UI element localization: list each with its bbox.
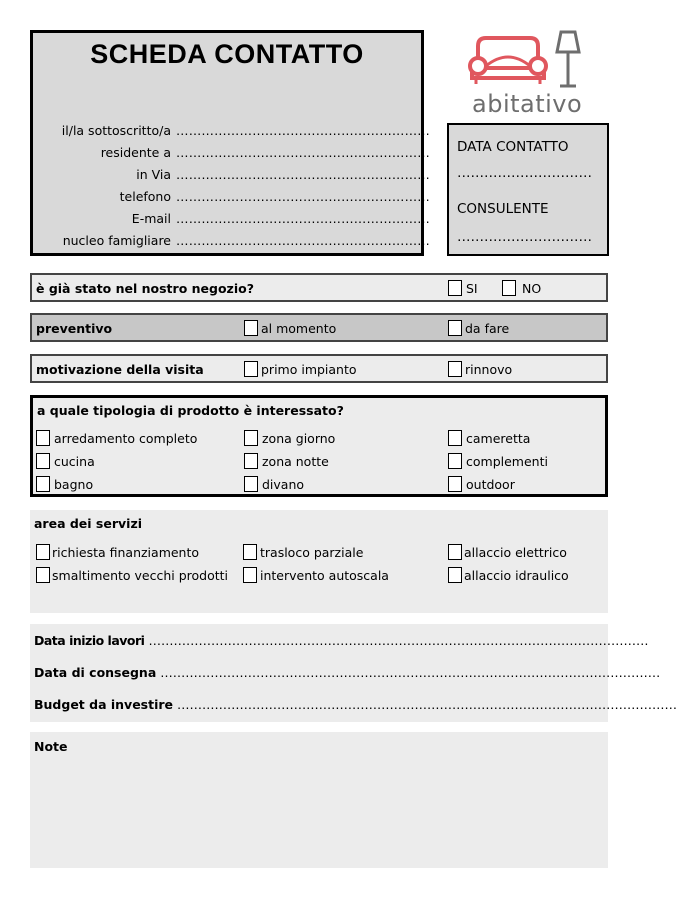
header-box xyxy=(30,30,430,256)
field-email[interactable] xyxy=(33,211,430,229)
contact-info-box xyxy=(447,123,609,256)
checkbox[interactable] xyxy=(36,544,50,560)
checkbox[interactable] xyxy=(244,453,258,469)
option-label: allaccio idraulico xyxy=(464,568,569,583)
no-label: NO xyxy=(522,281,542,296)
field-label: E-mail xyxy=(131,211,171,226)
option-label: smaltimento vecchi prodotti xyxy=(52,568,229,583)
primo-impianto-label: primo impianto xyxy=(261,362,357,377)
checkbox[interactable] xyxy=(448,430,462,446)
budget-label: Budget da investire xyxy=(34,697,174,712)
field-dots: …………………………………………………… xyxy=(176,189,430,204)
option-label: outdoor xyxy=(466,477,515,492)
motivazione-question: motivazione della visita xyxy=(36,362,204,377)
field-label: in Via xyxy=(136,167,171,182)
field-label: telefono xyxy=(119,189,171,204)
negozio-row xyxy=(30,273,608,302)
field-dots: …………………………………………………… xyxy=(176,233,430,248)
budget-dots: ………………………………………………………………………………………………………… xyxy=(177,697,677,712)
option-label: arredamento completo xyxy=(54,431,198,446)
field-dots: …………………………………………………… xyxy=(176,167,430,182)
preventivo-row xyxy=(30,313,608,342)
field-sottoscritto[interactable] xyxy=(33,123,430,141)
option-label: cameretta xyxy=(466,431,531,446)
field-dots: …………………………………………………… xyxy=(176,211,430,226)
preventivo-question: preventivo xyxy=(36,321,113,336)
checkbox[interactable] xyxy=(243,544,257,560)
servizi-title: area dei servizi xyxy=(34,516,143,531)
field-nucleo[interactable] xyxy=(33,233,430,251)
da-fare-checkbox[interactable] xyxy=(448,320,462,336)
data-contatto-label: DATA CONTATTO xyxy=(457,139,569,155)
option-label: bagno xyxy=(54,477,94,492)
primo-impianto-checkbox[interactable] xyxy=(244,361,258,377)
da-fare-label: da fare xyxy=(465,321,510,336)
option-label: cucina xyxy=(54,454,95,469)
motivazione-row xyxy=(30,354,608,383)
logo xyxy=(460,28,610,120)
negozio-question: è già stato nel nostro negozio? xyxy=(36,281,254,296)
checkbox[interactable] xyxy=(36,430,50,446)
al-momento-label: al momento xyxy=(261,321,337,336)
data-consegna-label: Data di consegna xyxy=(34,665,157,680)
option-label: complementi xyxy=(466,454,548,469)
prodotto-question: a quale tipologia di prodotto è interessato? xyxy=(37,403,344,418)
inizio-lavori-dots: ………………………………………………………………………………………………………… xyxy=(148,633,649,648)
servizi-section xyxy=(30,510,608,613)
consulente-dots[interactable]: ………………………… xyxy=(457,229,592,245)
field-telefono[interactable] xyxy=(33,189,430,207)
rinnovo-label: rinnovo xyxy=(465,362,513,377)
dates-section xyxy=(30,624,677,722)
option-label: divano xyxy=(262,477,305,492)
note-section[interactable] xyxy=(30,732,608,868)
checkbox[interactable] xyxy=(36,453,50,469)
field-label: il/la sottoscritto/a xyxy=(61,123,171,138)
checkbox[interactable] xyxy=(448,544,462,560)
prodotto-section xyxy=(30,395,608,497)
option-label: intervento autoscala xyxy=(260,568,389,583)
data-consegna-row[interactable] xyxy=(34,665,661,680)
logo-text: abitativo xyxy=(472,90,583,118)
option-label: trasloco parziale xyxy=(260,545,364,560)
checkbox[interactable] xyxy=(448,453,462,469)
data-contatto-dots[interactable]: ………………………… xyxy=(457,165,592,181)
field-label: residente a xyxy=(100,145,171,160)
field-dots: …………………………………………………… xyxy=(176,123,430,138)
field-label: nucleo famigliare xyxy=(62,233,171,248)
option-label: allaccio elettrico xyxy=(464,545,567,560)
option-label: zona notte xyxy=(262,454,329,469)
page-title: SCHEDA CONTATTO xyxy=(90,39,364,69)
al-momento-checkbox[interactable] xyxy=(244,320,258,336)
checkbox[interactable] xyxy=(36,476,50,492)
checkbox[interactable] xyxy=(36,567,50,583)
field-dots: …………………………………………………… xyxy=(176,145,430,160)
field-via[interactable] xyxy=(33,167,430,185)
sofa-lamp-icon xyxy=(460,28,610,92)
checkbox[interactable] xyxy=(244,430,258,446)
checkbox[interactable] xyxy=(244,476,258,492)
option-label: zona giorno xyxy=(262,431,336,446)
inizio-lavori-label: Data inizio lavori xyxy=(34,633,145,648)
si-checkbox[interactable] xyxy=(448,280,462,296)
checkbox[interactable] xyxy=(448,567,462,583)
checkbox[interactable] xyxy=(448,476,462,492)
budget-row[interactable] xyxy=(34,697,677,712)
data-consegna-dots: ………………………………………………………………………………………………………… xyxy=(160,665,661,680)
inizio-lavori-row[interactable] xyxy=(34,633,649,648)
checkbox[interactable] xyxy=(243,567,257,583)
option-label: richiesta finanziamento xyxy=(52,545,200,560)
si-label: SI xyxy=(466,281,478,296)
consulente-label: CONSULENTE xyxy=(457,201,549,217)
note-title: Note xyxy=(34,739,68,754)
no-checkbox[interactable] xyxy=(502,280,516,296)
field-residente[interactable] xyxy=(33,145,430,163)
rinnovo-checkbox[interactable] xyxy=(448,361,462,377)
